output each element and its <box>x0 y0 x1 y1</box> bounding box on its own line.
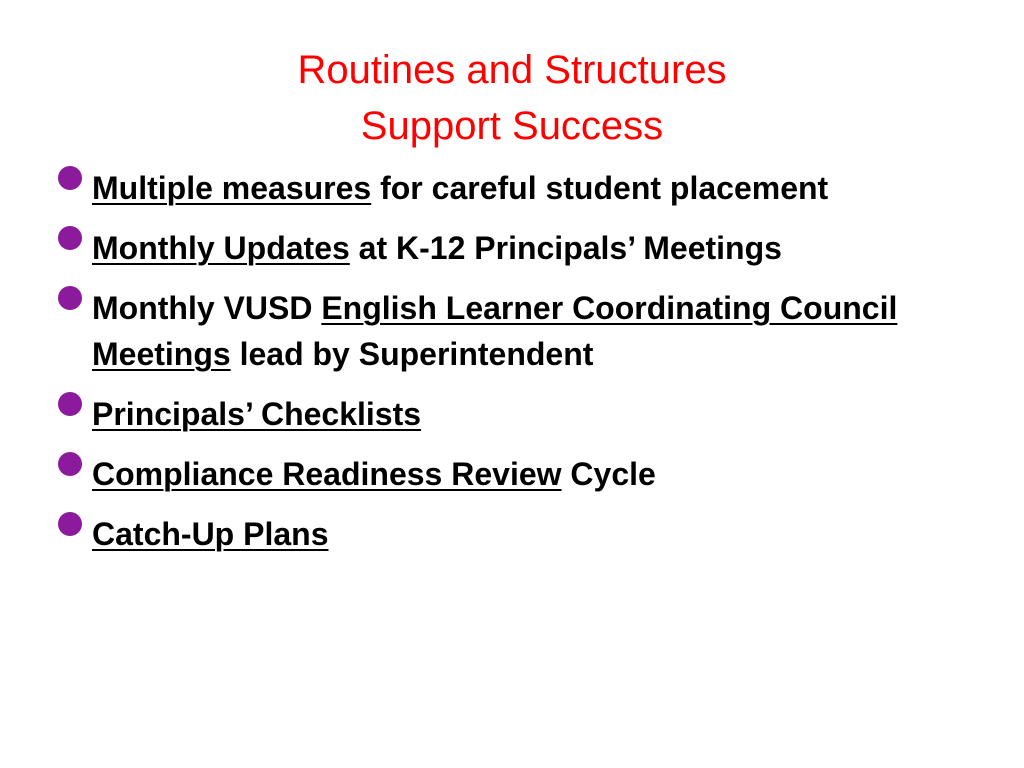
bullet-text: for careful student placement <box>371 170 829 206</box>
bullet-item <box>58 165 978 211</box>
bullet-dot-icon <box>58 226 82 250</box>
bullet-text: lead by Superintendent <box>230 336 594 372</box>
slide-title <box>0 42 1024 154</box>
bullet-text: at K-12 Principals’ Meetings <box>349 230 782 266</box>
bullet-dot-icon <box>58 452 82 476</box>
title-line-1: Routines and Structures <box>297 48 727 92</box>
bullet-underlined-text: Monthly Updates <box>92 230 350 266</box>
bullet-underlined-text: English Learner Coordinating Council Meetings <box>92 290 898 372</box>
bullet-prefix-text: Monthly VUSD <box>92 290 322 326</box>
bullet-item <box>58 225 978 271</box>
bullet-item <box>58 391 978 437</box>
bullet-underlined-text: Multiple measures <box>92 170 372 206</box>
title-line-2: Support Success <box>360 104 664 148</box>
bullet-text: Cycle <box>561 456 656 492</box>
bullet-dot-icon <box>58 166 82 190</box>
bullet-underlined-text: Compliance Readiness Review <box>92 456 562 492</box>
bullet-underlined-text: Catch-Up Plans <box>92 516 329 552</box>
bullet-item <box>58 451 978 497</box>
bullet-underlined-text: Principals’ Checklists <box>92 396 422 432</box>
bullet-dot-icon <box>58 512 82 536</box>
bullet-dot-icon <box>58 392 82 416</box>
bullet-item <box>58 285 978 377</box>
bullet-item <box>58 511 978 557</box>
bullet-list <box>58 165 978 571</box>
bullet-dot-icon <box>58 286 82 310</box>
